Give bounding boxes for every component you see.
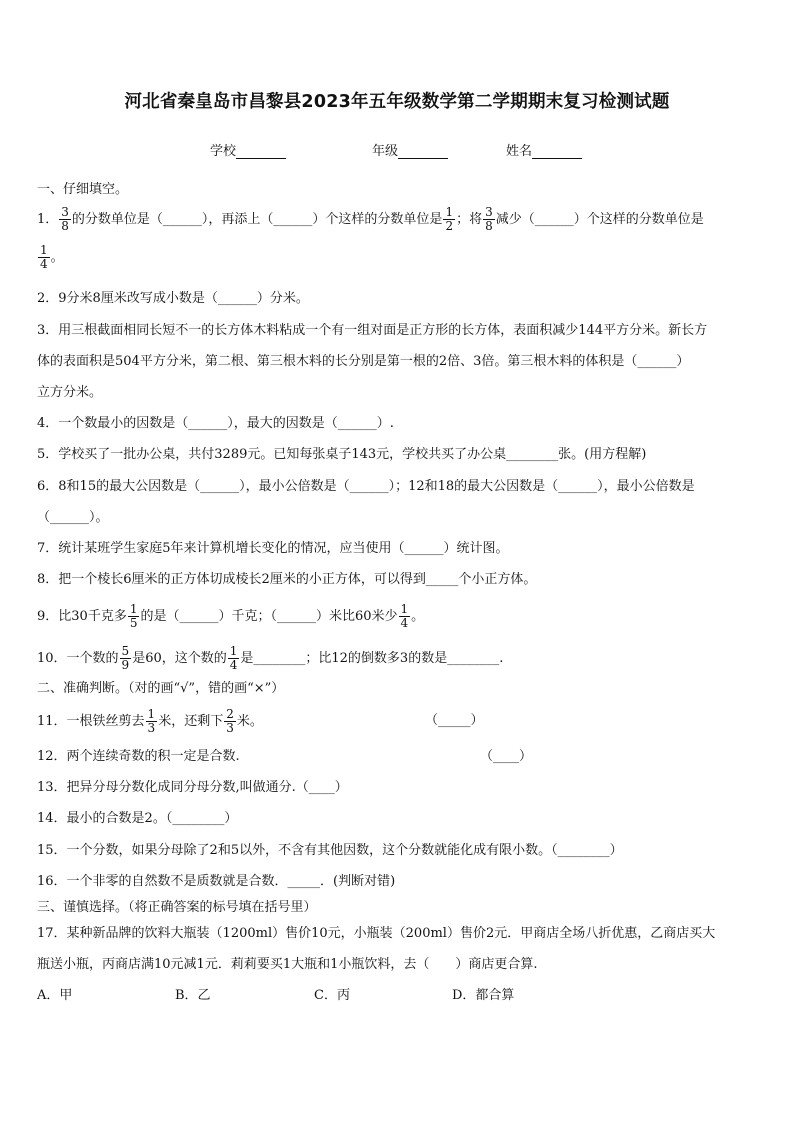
question-15: 15．一个分数，如果分母除了2和5以外，不含有其他因数，这个分数就能化成有限小数。（________） (37, 843, 623, 858)
fraction: $\frac{1}{3}$ (147, 707, 156, 735)
question-9: 9．比30千克多 $\frac{1}{5}$ 的是（______）千克；（______）米比60米少 $\frac{1}{4}$ 。 (37, 602, 425, 630)
question-6-cont: （______）。 (37, 510, 109, 525)
question-12-answer[interactable]: （____） (480, 749, 533, 764)
question-13: 13．把异分母分数化成同分母分数,叫做通分.（____） (37, 780, 348, 795)
question-11-answer[interactable]: （_____） (425, 713, 484, 728)
question-12: 12．两个连续奇数的积一定是合数. (37, 749, 240, 764)
fraction: $\frac{1}{5}$ (129, 602, 138, 630)
fraction: $\frac{5}{9}$ (121, 644, 130, 672)
fraction: $\frac{1}{4}$ (400, 602, 409, 630)
section-2-heading: 二、准确判断。（对的画“√”，错的画“×”） (37, 681, 285, 696)
page-title: 河北省秦皇岛市昌黎县2023年五年级数学第二学期期末复习检测试题 (124, 92, 670, 112)
school-blank[interactable] (236, 144, 286, 159)
question-17-cont: 瓶送小瓶，丙商店满10元减1元．莉莉要买1大瓶和1小瓶饮料，去（ ）商店更合算. (37, 957, 538, 972)
option-c[interactable]: C．丙 (314, 988, 350, 1003)
question-3-end: 立方分米。 (37, 385, 103, 400)
question-10: 10．一个数的 $\frac{5}{9}$ 是60，这个数的 $\frac{1}{4}$ 是________；比12的倒数多3的数是________. (37, 644, 504, 672)
question-3: 3．用三根截面相同长短不一的长方体木料粘成一个有一组对面是正方形的长方体，表面积减少144平方分米。新长方 (37, 323, 708, 338)
question-17: 17．某种新品牌的饮料大瓶装（1200ml）售价10元，小瓶装（200ml）售价2元．甲商店全场八折优惠，乙商店买大 (37, 926, 716, 941)
question-11: 11．一根铁丝剪去 $\frac{1}{3}$ 米，还剩下 $\frac{2}{3}$ 米。 (37, 707, 263, 735)
fraction: $\frac{3}{8}$ (61, 205, 69, 233)
question-1-cont: $\frac{1}{4}$ 。 (40, 243, 64, 271)
question-2: 2．9分米8厘米改写成小数是（______）分米。 (37, 291, 309, 306)
fraction: $\frac{1}{2}$ (445, 205, 454, 233)
name-label: 姓名 (506, 144, 533, 159)
school-field (210, 140, 286, 159)
option-d[interactable]: D．都合算 (452, 988, 515, 1003)
question-7: 7．统计某班学生家庭5年来计算机增长变化的情况，应当使用（______）统计图。 (37, 541, 509, 556)
name-field (506, 140, 582, 159)
section-3-heading: 三、谨慎选择。（将正确答案的标号填在括号里） (37, 900, 317, 915)
option-a[interactable]: A．甲 (37, 988, 73, 1003)
question-3-cont: 体的表面积是504平方分米，第二根、第三根木料的长分别是第一根的2倍、3倍。第三根木料的体积是（______） (37, 354, 690, 369)
option-b[interactable]: B．乙 (175, 988, 211, 1003)
school-label: 学校 (210, 144, 237, 159)
grade-blank[interactable] (398, 144, 448, 159)
question-16: 16．一个非零的自然数不是质数就是合数．_____．(判断对错) (37, 874, 396, 889)
fraction: $\frac{1}{4}$ (229, 644, 238, 672)
question-14: 14．最小的合数是2。（________） (37, 811, 238, 826)
grade-label: 年级 (372, 144, 399, 159)
question-6: 6．8和15的最大公因数是（______），最小公倍数是（______）；12和18的最大公因数是（______），最小公倍数是 (37, 479, 695, 494)
question-5: 5．学校买了一批办公桌，共付3289元。已知每张桌子143元，学校共买了办公桌________张。(用方程解) (37, 447, 647, 462)
question-4: 4．一个数最小的因数是（______），最大的因数是（______）. (37, 416, 394, 431)
section-1-heading: 一、仔细填空。 (37, 182, 129, 197)
question-1: 1． $\frac{3}{8}$ 的分数单位是（______），再添上（______）个这样的分数单位是 $\frac{1}{2}$ ；将 $\frac{3}{8}$ 减少（______）个这样的分数单位是 (37, 205, 704, 233)
question-8: 8．把一个棱长6厘米的正方体切成棱长2厘米的小正方体，可以得到_____个小正方体。 (37, 572, 537, 587)
fraction: $\frac{2}{3}$ (226, 707, 234, 735)
fraction: $\frac{3}{8}$ (485, 205, 493, 233)
name-blank[interactable] (532, 144, 582, 159)
grade-field (372, 140, 448, 159)
fraction: $\frac{1}{4}$ (40, 243, 48, 271)
